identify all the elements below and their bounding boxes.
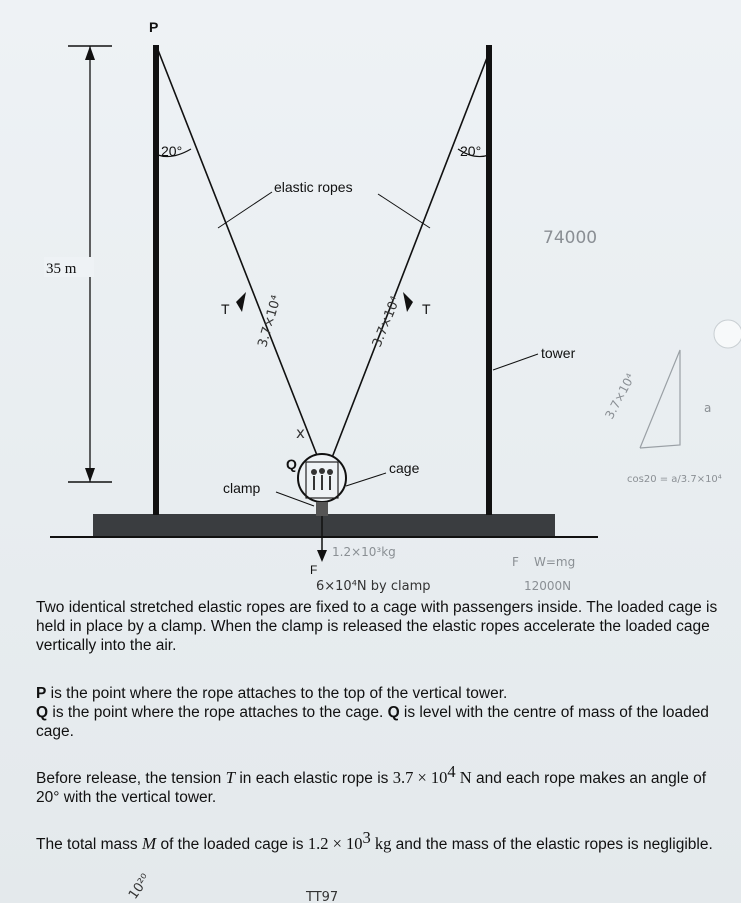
point-q-label: Q [286,456,297,472]
intro-text: Two identical stretched elastic ropes are fixed to a cage with passengers inside. The loaded cage is held in place by a clamp. When the clamp is released the elastic ropes accelerate the loaded cage vertically into the air. [36,599,718,654]
p-letter: P [36,685,47,702]
clamp-label: clamp [223,480,261,496]
left-angle-label: 20° [161,143,183,159]
note-bottom-left: 10²⁰ [125,871,154,903]
right-elastic-rope [328,50,490,468]
tension-text: Before release, the tension T in each elastic rope is $3.7 \times 10^4$ N and each rope makes an angle of 20° with the vertical tower. [36,761,707,806]
sketch-triangle [640,350,680,448]
right-tower [486,45,492,515]
tension-arrow-right [403,292,413,312]
note-right-rope: 3.7×10⁴ [369,294,404,350]
note-weight-value: 12000N [524,579,572,593]
ground-slab [93,514,555,536]
q-letter-2: Q [387,704,400,721]
note-bottom-right: TT97 [306,890,339,903]
rope-leader-right [378,194,430,228]
height-arrow-down [85,468,95,482]
rope-leader-left [218,192,272,228]
height-label: 35 m [46,261,77,277]
clamp [316,502,328,516]
note-left-rope: 3.7×10⁴ [255,293,285,350]
note-f: F [512,555,519,569]
tension-paragraph [36,761,726,807]
intro-paragraph [36,598,726,655]
p-def-text: is the point where the rope attaches to the top of the vertical tower. [46,685,508,702]
cage-leader [346,473,386,486]
note-triangle-side: a [704,401,712,415]
note-weight: W=mg [534,555,576,569]
note-74000: 74000 [543,228,598,248]
cage-label: cage [389,460,420,476]
bottom-scribbles [0,870,741,903]
note-mass: 1.2×10³kg [332,545,396,559]
q-def-text-b: is level with the centre of mass of the loaded cage. [36,704,709,740]
tower-leader [493,354,538,370]
left-tower [153,45,159,515]
q-definition [36,703,726,741]
q-letter: Q [36,704,49,721]
mass-paragraph [36,827,726,854]
tension-left-label: T [221,301,230,317]
mass-text: The total mass M of the loaded cage is $1.2 \times 10^3$ kg and the mass of the elastic ropes is negligible. [36,827,713,853]
definitions-paragraph [36,684,726,741]
elastic-ropes-label: elastic ropes [274,179,353,195]
left-elastic-rope [158,50,322,468]
right-angle-label: 20° [460,143,482,159]
note-x: x [296,424,305,442]
note-triangle: 3.7×10⁴ [602,371,638,422]
force-arrow-head [317,550,327,562]
q-def-text-a: is the point where the rope attaches to the cage. [48,704,388,721]
point-p-label: P [149,19,159,35]
edge-mark [714,320,741,348]
note-force: 6×10⁴N by clamp [316,579,431,594]
tension-right-label: T [422,301,431,317]
tower-label: tower [541,345,576,361]
force-label: F [310,563,318,577]
p-definition [36,684,726,703]
tension-arrow-left [236,292,246,312]
height-arrow-up [85,46,95,60]
note-cos: cos20 = a/3.7×10⁴ [627,474,722,485]
